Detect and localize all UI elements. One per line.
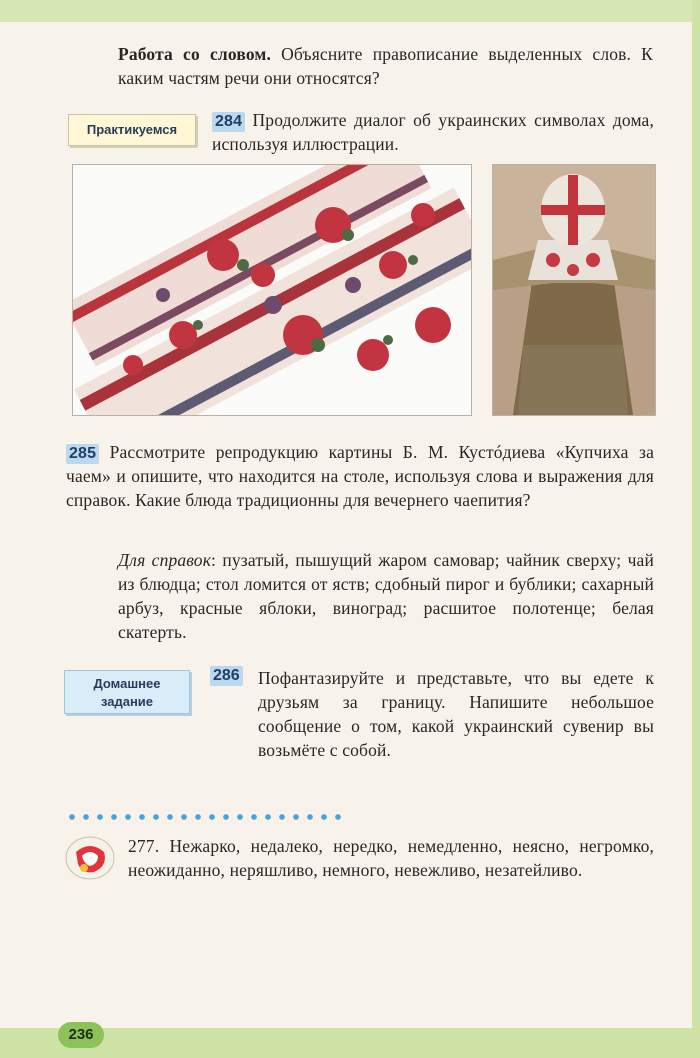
exercise-286 [258,666,654,762]
exercise-285 [66,440,654,512]
practice-tag [68,114,196,146]
right-border [692,0,700,1058]
answer-text: Нежарко, недалеко, нередко, немедленно, неясно, негромко, неожиданно, неряшливо, немного, невежливо, незатейливо. [128,836,655,880]
exercise-286-text: Пофантазируйте и представьте, что вы едете к друзьям за границу. Напишите небольшое сообщение о том, какой украинский сувенир вы возьмёте с собой. [258,668,654,760]
intro-paragraph [118,42,653,90]
reference-label: Для справок [118,550,212,570]
doll-illustration [492,164,656,416]
exercise-286-number-wrap [210,666,243,686]
exercise-284-text: Продолжите диалог об украинских символах дома, используя иллюстрации. [212,110,654,154]
answer-number: 277. [128,836,160,856]
practice-tag-label: Практикуемся [86,122,178,137]
motanka-doll-picture [493,165,655,415]
top-border [0,0,700,22]
exercise-285-text: Рассмотрите репродукцию картины Б. М. Кустóдиева «Купчиха за чаем» и опишите, что находится на столе, используя слова и выражения для справок. Какие блюда традиционны для вечернего чаепития? [66,442,654,510]
exercise-286-number: 286 [210,666,243,686]
towels-illustration [72,164,472,416]
exercise-284 [212,108,654,156]
bottom-border [0,1028,700,1058]
exercise-285-number: 285 [66,444,99,464]
reference-text: : пузатый, пышущий жаром самовар; чайник сверху; чай из блюдца; стол ломится от яств; сдобный пирог и бублики; сахарный арбуз, красные яблоки, виноград; расшитое полотенце; белая скатерть. [118,550,654,642]
embroidered-towels-picture [73,165,471,415]
homework-tag [64,670,190,714]
key-icon [64,834,116,882]
intro-bold: Работа со словом. [118,44,271,64]
homework-tag-line1: Домашнее [93,676,161,691]
homework-tag-line2: задание [100,694,154,709]
intro-text: Объясните правописание выделенных слов. К каким частям речи они относятся? [118,44,653,88]
page-number: 236 [58,1022,104,1048]
answer-key-icon [64,834,116,882]
dotted-separator [65,812,345,822]
exercise-284-number: 284 [212,112,245,132]
answer-277 [128,834,654,882]
reference-words [118,548,654,644]
